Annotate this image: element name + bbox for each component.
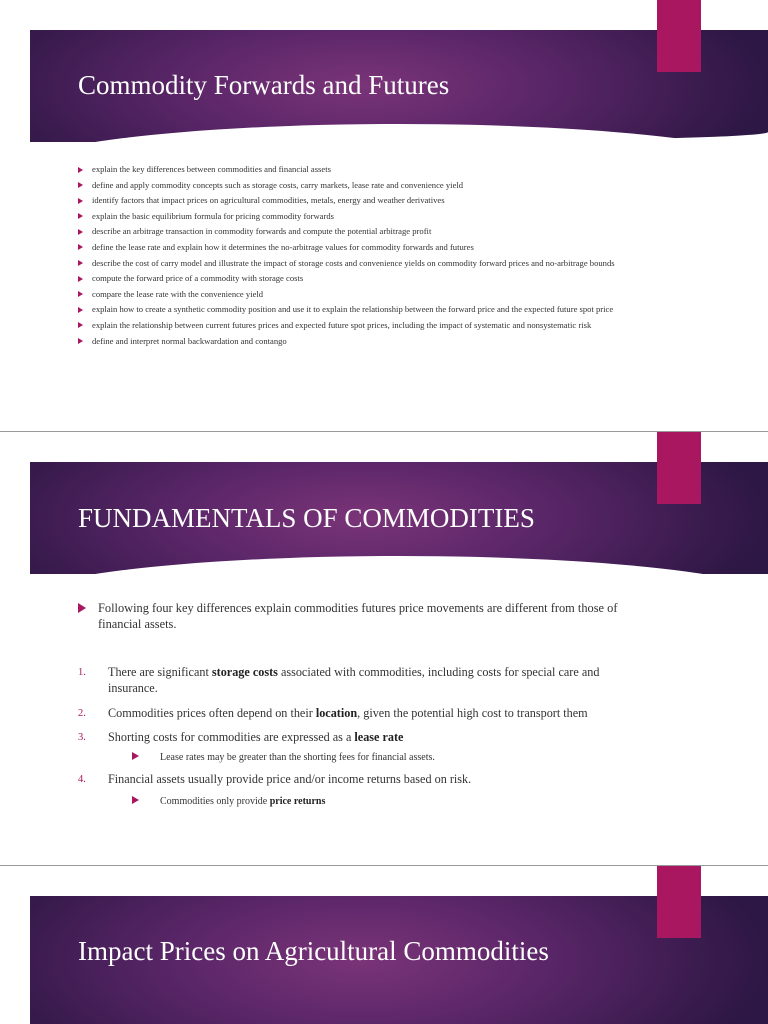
list-item: 4. Financial assets usually provide price and/or income returns based on risk. Commodities only provide price returns [78, 771, 638, 809]
numbered-list [78, 664, 638, 809]
accent-tab [657, 0, 701, 72]
arrow-bullet-icon [78, 307, 83, 313]
bullet-item: define and interpret normal backwardation and contango [78, 337, 638, 347]
arrow-bullet-icon [78, 338, 83, 344]
sub-bullet: Commodities only provide price returns [160, 795, 638, 809]
list-item: 3. Shorting costs for commodities are expressed as a lease rate Lease rates may be greater than the shorting fees for financial assets. [78, 729, 638, 765]
bullet-item: define the lease rate and explain how it determines the no-arbitrage values for commodity forwards and futures [78, 243, 638, 253]
arrow-bullet-icon [78, 198, 83, 204]
arrow-bullet-icon [78, 182, 83, 188]
arrow-bullet-icon [78, 213, 83, 219]
intro-bullet: Following four key differences explain commodities futures price movements are different from those of financial assets. [78, 600, 638, 632]
bullet-item: identify factors that impact prices on agricultural commodities, metals, energy and weather derivatives [78, 196, 638, 206]
arrow-bullet-icon [132, 796, 139, 804]
sub-bullet: Lease rates may be greater than the shorting fees for financial assets. [160, 751, 638, 765]
bullet-item: describe an arbitrage transaction in commodity forwards and compute the potential arbitrage profit [78, 227, 638, 237]
arrow-bullet-icon [78, 244, 83, 250]
slide-3-title: Impact Prices on Agricultural Commodities [78, 936, 549, 966]
accent-tab [657, 866, 701, 938]
bullet-item: compare the lease rate with the convenience yield [78, 290, 638, 300]
arrow-bullet-icon [78, 167, 83, 173]
arrow-bullet-icon [132, 752, 139, 760]
bullet-item: define and apply commodity concepts such as storage costs, carry markets, lease rate and convenience yield [78, 181, 638, 191]
arrow-bullet-icon [78, 260, 83, 266]
bullet-item: explain the relationship between current futures prices and expected future spot prices, including the impact of systematic and nonsystematic risk [78, 321, 638, 331]
bullet-item: describe the cost of carry model and illustrate the impact of storage costs and convenience yields on commodity forward prices and no-arbitrage bounds [78, 259, 638, 269]
bullet-item: explain the basic equilibrium formula for pricing commodity forwards [78, 212, 638, 222]
list-item: 1. There are significant storage costs associated with commodities, including costs for special care and insurance. [78, 665, 600, 695]
arrow-bullet-icon [78, 322, 83, 328]
bullet-item: explain how to create a synthetic commodity position and use it to explain the relationship between the forward price and the expected future spot price [78, 305, 638, 315]
accent-tab [657, 432, 701, 504]
slide-2-title: FUNDAMENTALS OF COMMODITIES [78, 503, 535, 533]
arrow-bullet-icon [78, 229, 83, 235]
arrow-bullet-icon [78, 603, 86, 613]
slide-3 [0, 866, 768, 1024]
bullet-item: compute the forward price of a commodity with storage costs [78, 274, 638, 284]
arrow-bullet-icon [78, 276, 83, 282]
slide-1-bullet-list [78, 165, 638, 352]
arrow-bullet-icon [78, 291, 83, 297]
list-item: 2. Commodities prices often depend on their location, given the potential high cost to transport them [78, 706, 588, 720]
bullet-item: explain the key differences between commodities and financial assets [78, 165, 638, 175]
slide-2 [0, 432, 768, 865]
slide-1 [0, 0, 768, 431]
slide-1-title: Commodity Forwards and Futures [78, 70, 450, 100]
